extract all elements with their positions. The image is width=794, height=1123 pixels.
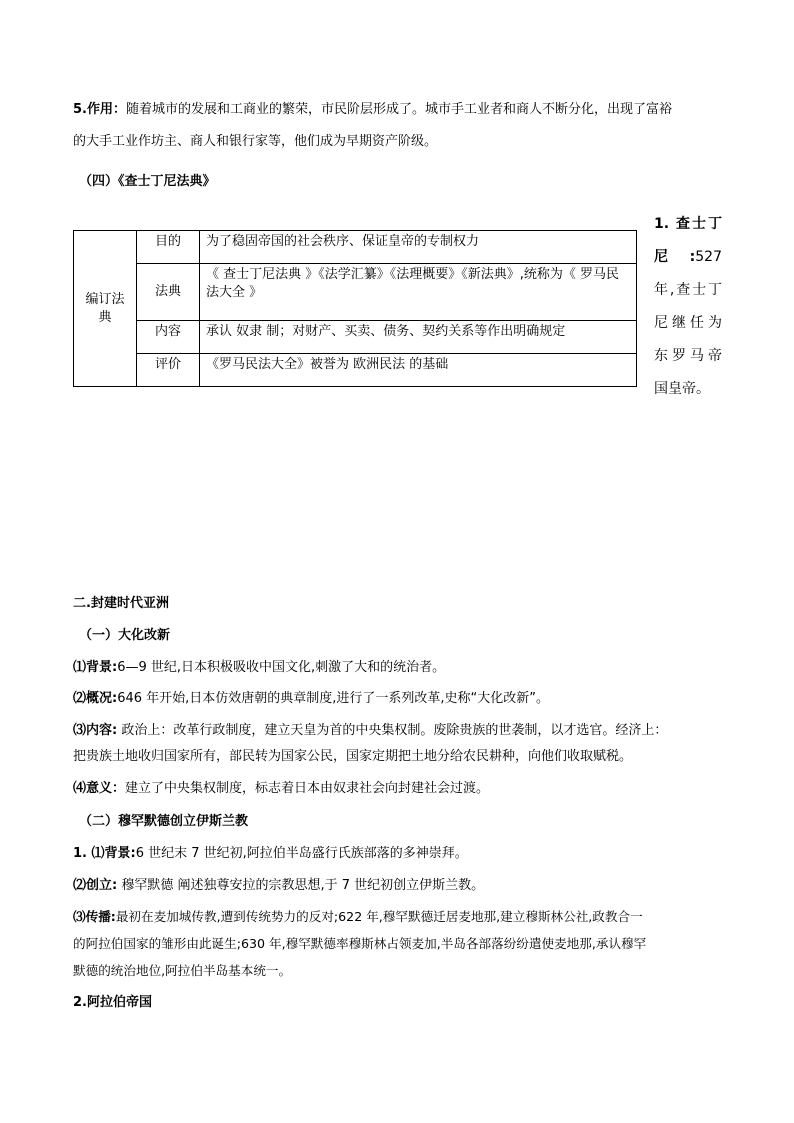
justinian-side-note (654, 208, 722, 406)
islam-founding (73, 876, 484, 896)
taika-meaning-text: 建立了中央集权制度，标志着日本由奴隶社会向封建社会过渡。 (125, 781, 490, 796)
islam-spread-text1: 最初在麦加城传教,遭到传统势力的反对;622 年,穆罕默德迁居麦地那,建立穆斯林公社,政教合一 (115, 909, 643, 924)
table-row (74, 321, 637, 354)
row-value: 《 查士丁尼法典 》《法学汇纂》《法理概要》《新法典》,统称为《 罗马民法大全 》 (200, 264, 637, 321)
taika-meaning (73, 779, 489, 799)
row-label: 法典 (137, 264, 200, 321)
taika-heading: （一）大化改新 (79, 628, 171, 643)
islam-spread-line2: 的阿拉伯国家的雏形由此诞生;630 年,穆罕默德率穆斯林占领麦加,半岛各部落纷纷遣使麦地那,承认穆罕 (73, 936, 647, 951)
taika-content-text1: 政治上：改革行政制度，建立天皇为首的中央集权制。废除贵族的世袭制，以才选官。经济上： (117, 723, 668, 738)
taika-meaning-label: ⑷意义： (73, 781, 126, 796)
islam-heading: （二）穆罕默德创立伊斯兰教 (79, 814, 249, 829)
row-value: 《罗马民法大全》被誉为 欧洲民法 的基础 (200, 354, 637, 387)
row-label: 评价 (137, 354, 200, 387)
islam-bg-text: 6 世纪末 7 世纪初,阿拉伯半岛盛行氏族部落的多神崇拜。 (135, 846, 468, 861)
taika-overview-text: 646 年开始,日本仿效唐朝的典章制度,进行了一系列改革,史称“大化改新”。 (117, 691, 550, 706)
table-group-cell (74, 231, 137, 387)
side-note-label: 1. 查士丁尼: (654, 216, 722, 265)
justinian-table (73, 230, 637, 387)
taika-background (73, 658, 445, 678)
row-value: 承认 奴隶 制；对财产、买卖、债务、契约关系等作出明确规定 (200, 321, 637, 354)
asia-heading: 二.封建时代亚洲 (73, 596, 169, 611)
table-row (74, 354, 637, 387)
islam-found-label: ⑵创立: (73, 878, 118, 893)
islam-spread-line1 (73, 907, 643, 927)
islam-found-text: 穆罕默德 阐述独尊安拉的宗教思想,于 7 世纪初创立伊斯兰教。 (117, 878, 485, 893)
islam-background (73, 844, 468, 864)
islam-bg-label: 1. ⑴背景: (73, 846, 136, 861)
sec5-label: 5.作用： (73, 102, 126, 117)
table-row (74, 264, 637, 321)
sec5-line1 (73, 100, 672, 120)
taika-content-label: ⑶内容: (73, 723, 118, 738)
sec5-text1: 随着城市的发展和工商业的繁荣，市民阶层形成了。城市手工业者和商人不断分化，出现了富裕 (125, 102, 672, 117)
justinian-heading: （四）《查士丁尼法典》 (79, 174, 216, 189)
arab-empire-heading: 2.阿拉伯帝国 (73, 995, 152, 1010)
sec5-line2: 的大手工业作坊主、商人和银行家等，他们成为早期资产阶级。 (73, 134, 438, 149)
row-value: 为了稳固帝国的社会秩序、保证皇帝的专制权力 (200, 231, 637, 264)
taika-overview-label: ⑵概况: (73, 691, 118, 706)
taika-content-line1 (73, 721, 667, 741)
row-label: 内容 (137, 321, 200, 354)
side-note-text: 527 年,查士丁尼继任为东罗马帝国皇帝。 (654, 249, 722, 397)
table-group-label: 编订法典 (85, 291, 125, 325)
taika-overview (73, 689, 549, 709)
row-label: 目的 (137, 231, 200, 264)
taika-content-line2: 把贵族土地收归国家所有，部民转为国家公民，国家定期把土地分给农民耕种，向他们收取赋税。 (73, 749, 633, 764)
taika-bg-label: ⑴背景: (73, 660, 118, 675)
taika-bg-text: 6—9 世纪,日本积极吸收中国文化,刺激了大和的统治者。 (117, 660, 446, 675)
islam-spread-line3: 默德的统治地位,阿拉伯半岛基本统一。 (73, 963, 292, 978)
islam-spread-label: ⑶传播: (73, 909, 116, 924)
table-row (74, 231, 637, 264)
